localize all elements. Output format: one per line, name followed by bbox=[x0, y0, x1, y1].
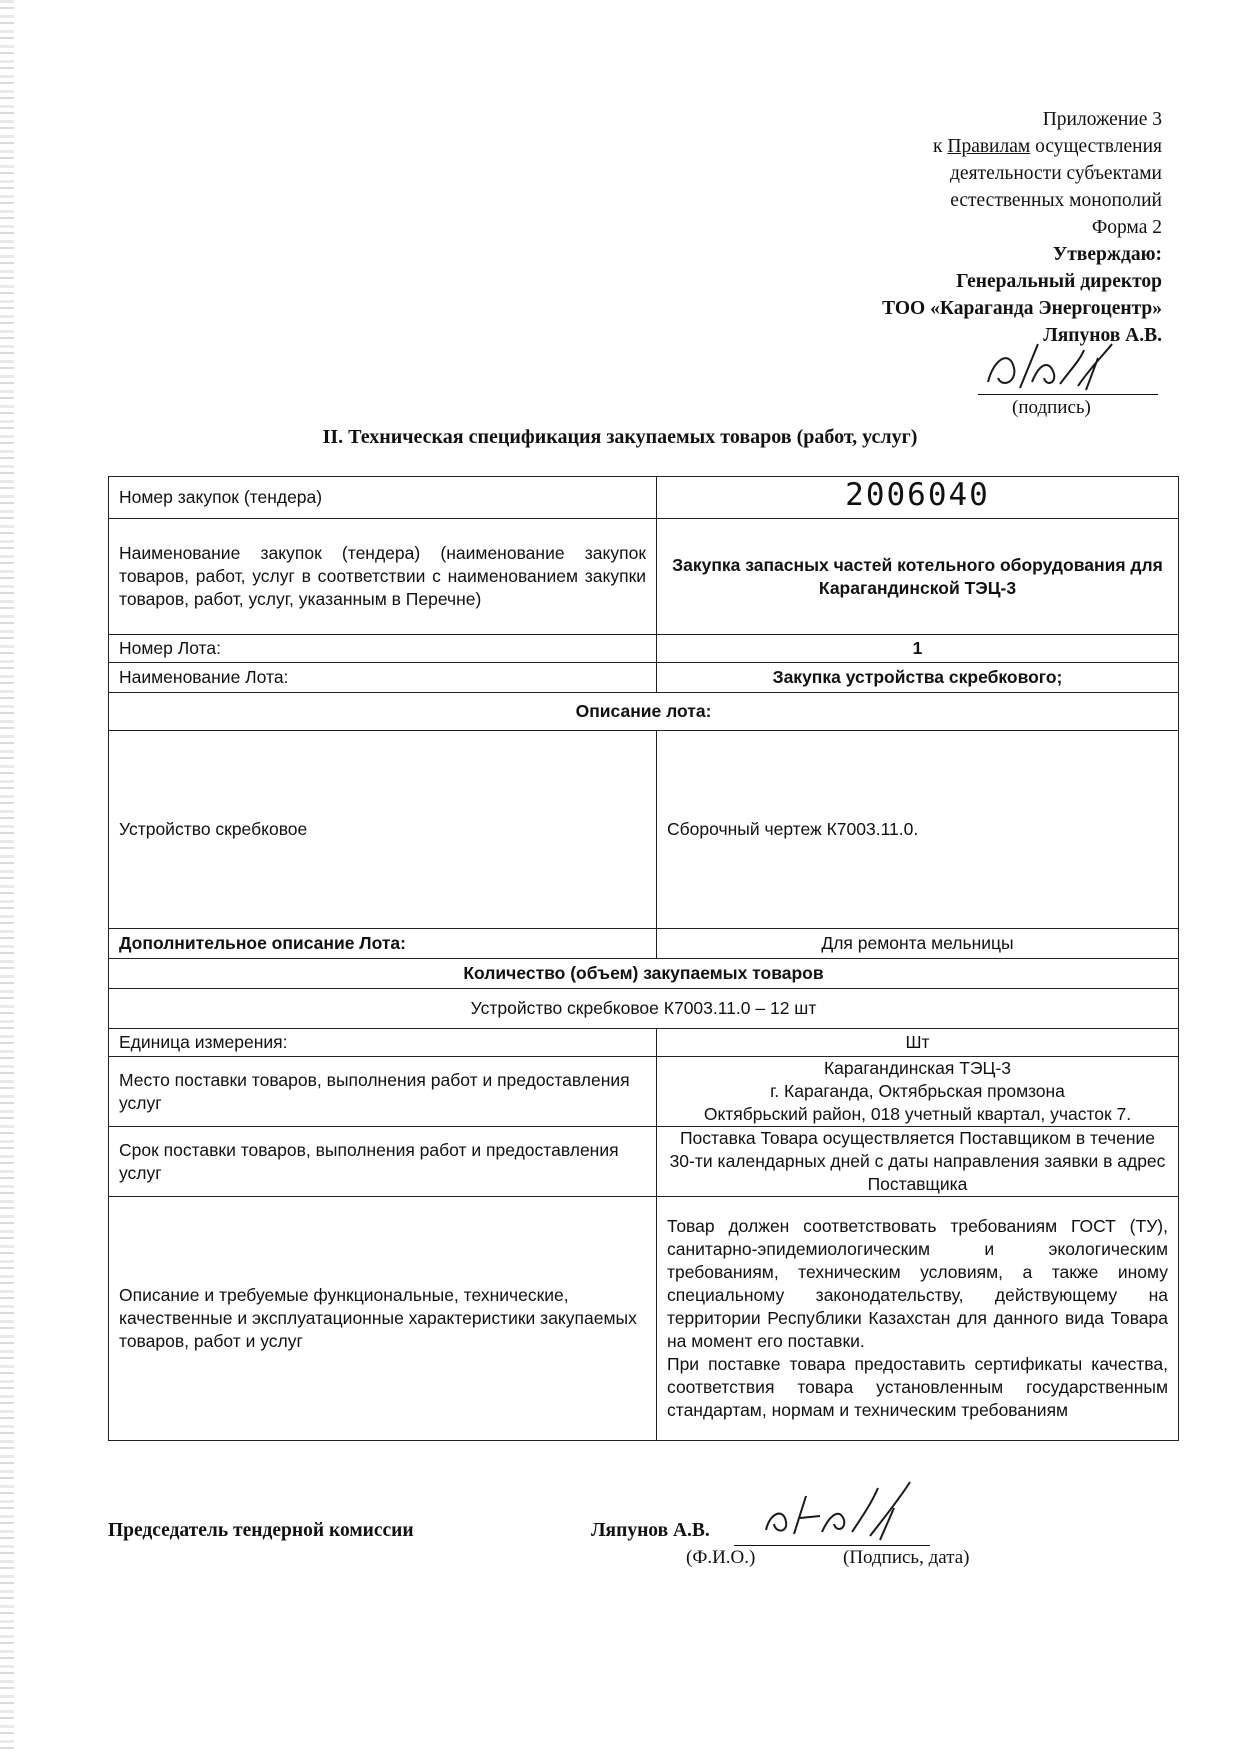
tender-number-handwritten: 2006040 bbox=[845, 477, 990, 513]
table-row bbox=[109, 477, 1179, 519]
chairman-signature-line bbox=[734, 1545, 930, 1546]
rules-line: к Правилам осуществления bbox=[933, 136, 1162, 157]
specification-table bbox=[108, 476, 1179, 1441]
document-title: II. Техническая спецификация закупаемых товаров (работ, услуг) bbox=[322, 426, 918, 448]
table-row bbox=[109, 635, 1179, 663]
delivery-term-label: Срок поставки товаров, выполнения работ и предоставления услуг bbox=[109, 1127, 657, 1197]
table-row bbox=[109, 1029, 1179, 1057]
requirements-value bbox=[657, 1197, 1179, 1441]
table-row bbox=[109, 693, 1179, 731]
quantity-value: Устройство скребковое К7003.11.0 – 12 шт bbox=[109, 989, 1179, 1029]
item-name: Устройство скребковое bbox=[109, 731, 657, 929]
delivery-place-label: Место поставки товаров, выполнения работ и предоставления услуг bbox=[109, 1057, 657, 1127]
delivery-place-value bbox=[657, 1057, 1179, 1127]
lot-number-label: Номер Лота: bbox=[109, 635, 657, 663]
quantity-header: Количество (объем) закупаемых товаров bbox=[109, 959, 1179, 989]
lot-name-label: Наименование Лота: bbox=[109, 663, 657, 693]
director-signature-caption: (подпись) bbox=[1012, 397, 1091, 418]
table-row bbox=[109, 731, 1179, 929]
unit-label: Единица измерения: bbox=[109, 1029, 657, 1057]
requirements-paragraph-1: Товар должен соответствовать требованиям ГОСТ (ТУ), санитарно-эпидемиологическим и экологическим требованиям, техническим условиям, а также иному специальному законодательству, действующему на территории Республики Казахстан для данного вида Товара на момент его поставки. bbox=[667, 1216, 1168, 1351]
chairman-name: Ляпунов А.В. bbox=[591, 1520, 710, 1541]
table-row bbox=[109, 1057, 1179, 1127]
table-row bbox=[109, 663, 1179, 693]
fio-caption: (Ф.И.О.) bbox=[686, 1547, 756, 1568]
lot-description-header: Описание лота: bbox=[109, 693, 1179, 731]
table-row bbox=[109, 989, 1179, 1029]
tender-name-label: Наименование закупок (тендера) (наименование закупок товаров, работ, услуг в соответствии с наименованием закупки товаров, работ, услуг, указанным в Перечне) bbox=[109, 519, 657, 635]
approve-label: Утверждаю: bbox=[1052, 244, 1162, 265]
lot-number-value: 1 bbox=[657, 635, 1179, 663]
director-name: Ляпунов А.В. bbox=[1043, 325, 1162, 346]
director-signature-line bbox=[978, 394, 1158, 395]
delivery-term-value: Поставка Товара осуществляется Поставщиком в течение 30-ти календарных дней с даты направления заявки в адрес Поставщика bbox=[657, 1127, 1179, 1197]
table-row bbox=[109, 929, 1179, 959]
unit-value: Шт bbox=[657, 1029, 1179, 1057]
company-name: ТОО «Караганда Энергоцентр» bbox=[882, 298, 1162, 319]
director-position: Генеральный директор bbox=[956, 271, 1162, 292]
tender-number-label: Номер закупок (тендера) bbox=[109, 477, 657, 519]
extra-description-value: Для ремонта мельницы bbox=[657, 929, 1179, 959]
appendix-line: Приложение 3 bbox=[1042, 109, 1162, 130]
delivery-place-line-1: Карагандинская ТЭЦ-3 bbox=[823, 1058, 1012, 1078]
table-row bbox=[109, 1127, 1179, 1197]
chairman-signature-caption: (Подпись, дата) bbox=[843, 1547, 970, 1568]
delivery-place-line-3: Октябрьский район, 018 учетный квартал, участок 7. bbox=[703, 1104, 1132, 1124]
scan-edge-artifact bbox=[0, 0, 14, 1754]
table-row bbox=[109, 959, 1179, 989]
approval-header bbox=[642, 106, 1162, 349]
rules-link: Правилам bbox=[947, 136, 1031, 157]
form-number: Форма 2 bbox=[1091, 217, 1162, 238]
director-signature bbox=[980, 338, 1160, 400]
requirements-paragraph-2: При поставке товара предоставить сертификаты качества, соответствия товара установленным государственным стандартам, нормам и техническим требованиям bbox=[667, 1354, 1168, 1420]
requirements-label: Описание и требуемые функциональные, технические, качественные и эксплуатационные характеристики закупаемых товаров, работ и услуг bbox=[109, 1197, 657, 1441]
extra-description-label: Дополнительное описание Лота: bbox=[109, 929, 657, 959]
header-line-3: деятельности субъектами bbox=[950, 163, 1162, 184]
table-row bbox=[109, 519, 1179, 635]
delivery-place-line-2: г. Караганда, Октябрьская промзона bbox=[770, 1081, 1065, 1101]
header-line-4: естественных монополий bbox=[950, 190, 1162, 211]
table-row bbox=[109, 1197, 1179, 1441]
chairman-signature bbox=[760, 1478, 930, 1548]
lot-name-value: Закупка устройства скребкового; bbox=[657, 663, 1179, 693]
item-drawing: Сборочный чертеж К7003.11.0. bbox=[657, 731, 1179, 929]
tender-number-value bbox=[657, 477, 1179, 519]
tender-name-value: Закупка запасных частей котельного оборудования для Карагандинской ТЭЦ-3 bbox=[657, 519, 1179, 635]
chairman-label: Председатель тендерной комиссии bbox=[108, 1520, 414, 1541]
